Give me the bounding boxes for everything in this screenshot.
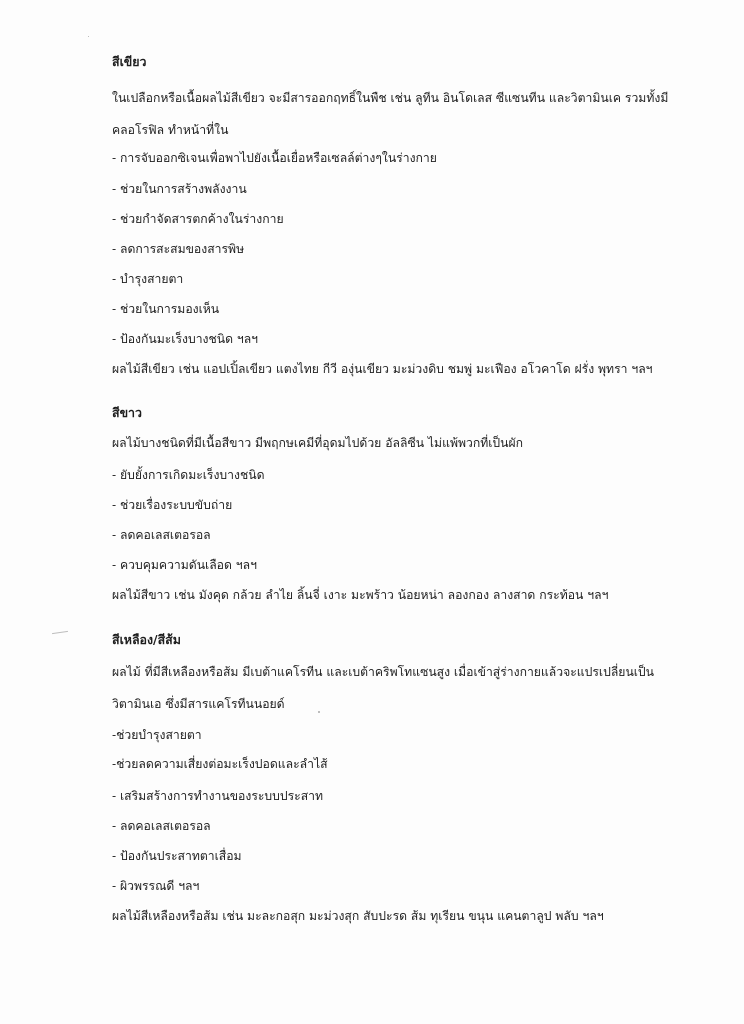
bullet-item: - ควบคุมความดันเลือด ฯลฯ (112, 558, 257, 572)
bullet-item: - การจับออกซิเจนเพื่อพาไปยังเนื้อเยื่อหรือเซลล์ต่างๆในร่างกาย (112, 151, 437, 165)
paragraph-line: คลอโรฟิล ทำหน้าที่ใน (112, 123, 229, 137)
bullet-item: - ยับยั้งการเกิดมะเร็งบางชนิด (112, 468, 265, 482)
bullet-item: - ป้องกันมะเร็งบางชนิด ฯลฯ (112, 332, 259, 346)
examples-line: ผลไม้สีเหลืองหรือส้ม เช่น มะละกอสุก มะม่วงสุก สับปะรด ส้ม ทุเรียน ขนุน แคนตาลูป พลับ ฯลฯ (112, 909, 604, 923)
paragraph-line: ในเปลือกหรือเนื้อผลไม้สีเขียว จะมีสารออกฤทธิ์ในพืช เช่น ลูทีน อินโดเลส ซีแซนทีน และวิตามินเค รวมทั้งมี (112, 91, 669, 105)
bullet-item: - ช่วยกำจัดสารตกค้างในร่างกาย (112, 212, 284, 226)
bullet-item: - ลดคอเลสเตอรอล (112, 819, 211, 833)
examples-line: ผลไม้สีขาว เช่น มังคุด กล้วย ลำไย ลิ้นจี่ เงาะ มะพร้าว น้อยหน่า ลองกอง ลางสาด กระท้อน ฯลฯ (112, 588, 609, 602)
examples-line: ผลไม้สีเขียว เช่น แอปเปิ้ลเขียว แตงไทย กีวี องุ่นเขียว มะม่วงดิบ ชมพู่ มะเฟือง อโวคาโด ฝรั่ง พุทรา ฯลฯ (112, 362, 653, 376)
scan-mark (88, 36, 89, 37)
scan-mark (318, 711, 320, 713)
bullet-item: - ผิวพรรณดี ฯลฯ (112, 879, 200, 893)
bullet-item: - ช่วยในการมองเห็น (112, 302, 220, 316)
bullet-item: -ช่วยบำรุงสายตา (112, 728, 202, 742)
bullet-item: - ช่วยในการสร้างพลังงาน (112, 182, 247, 196)
bullet-item: - เสริมสร้างการทำงานของระบบประสาท (112, 789, 324, 803)
bullet-item: -ช่วยลดความเสี่ยงต่อมะเร็งปอดและลำไส้ (112, 757, 328, 771)
paragraph-line: ผลไม้บางชนิดที่มีเนื้อสีขาว มีพฤกษเคมีที่อุดมไปด้วย อัลลิซีน ไม่แพ้พวกที่เป็นผัก (112, 436, 524, 450)
bullet-item: - ช่วยเรื่องระบบขับถ่าย (112, 498, 233, 512)
bullet-item: - ลดคอเลสเตอรอล (112, 528, 211, 542)
scan-mark (52, 631, 68, 634)
section-heading: สีขาว (112, 405, 142, 420)
section-heading: สีเขียว (112, 54, 147, 69)
bullet-item: - ลดการสะสมของสารพิษ (112, 242, 245, 256)
section-heading: สีเหลือง/สีส้ม (112, 632, 181, 647)
bullet-item: - ป้องกันประสาทตาเสื่อม (112, 849, 242, 863)
paragraph-line: วิตามินเอ ซึ่งมีสารแคโรทีนนอยด์ (112, 697, 285, 711)
paragraph-line: ผลไม้ ที่มีสีเหลืองหรือส้ม มีเบต้าแคโรทีน และเบต้าคริพโทแซนสูง เมื่อเข้าสู่ร่างกายแล้วจะแปรเปลี่ยนเป็น (112, 665, 655, 679)
bullet-item: - บำรุงสายตา (112, 272, 184, 286)
